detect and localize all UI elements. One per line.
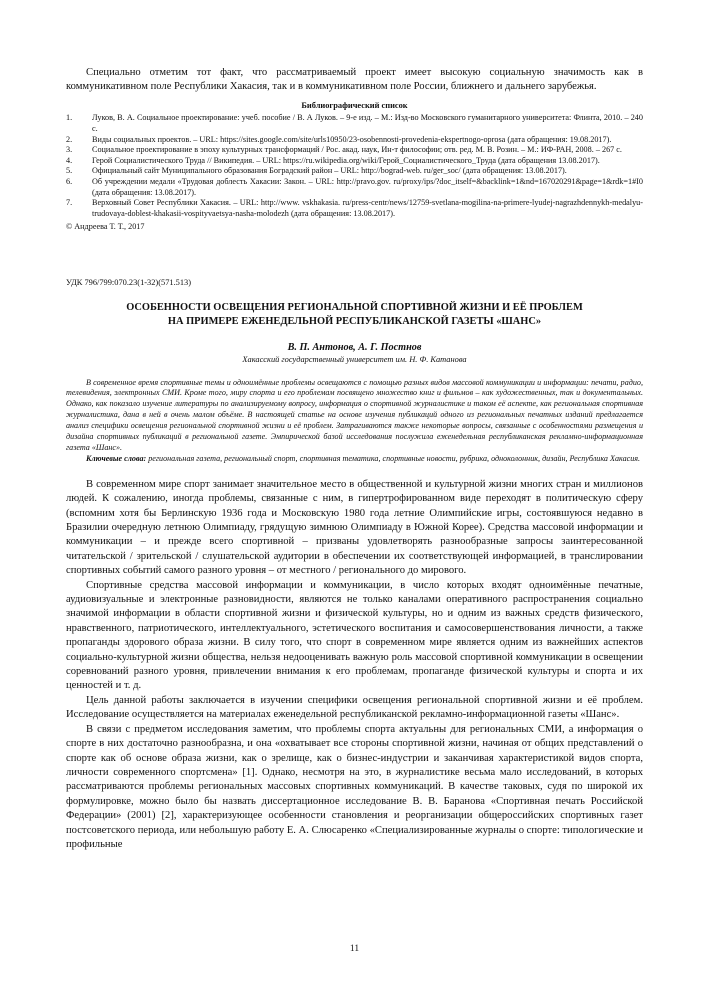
bibliography-item-number: 5.: [66, 166, 73, 176]
bibliography-item-text: Верховный Совет Республики Хакасия. – URL: http://www. vskhakasia. ru/press-centr/news/12759-svetlana-mogilina-na-primere-lyudej-nagrazhdennykh-medalyu-trudovaya-doblest-khakasii-vospityvaetsya-nasha-molodezh (дата обращения: 13.08.2017).: [92, 198, 643, 218]
bibliography-item-number: 4.: [66, 155, 73, 165]
body-paragraph: Цель данной работы заключается в изучении специфики освещения региональной спортивной жизни и её проблем. Исследование осуществляется на материалах еженедельной республиканской рекламно-информационной газеты «Шанс».: [66, 694, 643, 721]
article-title: [66, 301, 643, 328]
page-content: [66, 66, 643, 852]
body-paragraph: В современном мире спорт занимает значительное место в общественной и культурной жизни многих стран и миллионов людей. К сожалению, иногда проблемы, связанные с ним, в гипертрофированном виде переходят в политическую сферу (вспомним хотя бы Берлинскую 1936 года и Московскую 1980 года летние Олимпийские игры, состоявшуюся недавно в Бразилии очередную летнюю Олимпиаду, грядущую зимнюю Олимпиаду в Южной Корее). Средства массовой информации и коммуникации – и прежде всего спортивной – призваны удовлетворять разнообразные запросы заинтересованной читательской / зрительской / слушательской аудитории в обеспечении их соответствующей информацией, в транслировании спортивных событий самого разного уровня – от местного / регионального до мирового.: [66, 478, 643, 577]
bibliography-item: [66, 156, 643, 167]
bibliography-item-number: 1.: [66, 113, 73, 123]
article-authors: В. П. Антонов, А. Г. Постнов: [287, 341, 422, 353]
bibliography-item: [66, 145, 643, 156]
keywords-text: региональная газета, региональный спорт, спортивная тематика, спортивные новости, рубрика, одноколонник, дизайн, Республика Хакасия.: [146, 453, 641, 463]
bibliography-item: [66, 166, 643, 177]
bibliography-item: [66, 113, 643, 134]
bibliography-item: [66, 135, 643, 146]
bibliography-item-text: Луков, В. А. Социальное проектирование: учеб. пособие / В. А Луков. – 9-е изд. – М.: Изд-во Московского гуманитарного университета: Флинта, 2010. – 240 с.: [92, 113, 643, 133]
bibliography-item-text: Социальное проектирование в эпоху культурных трансформаций / Рос. акад. наук, Ин-т философии; отв. ред. М. В. Розин. – М.: ИФ-РАН, 2008. – 267 с.: [92, 145, 622, 155]
copyright-line: © Андреева Т. Т., 2017: [66, 222, 145, 232]
bibliography-title: Библиографический список: [301, 101, 408, 111]
bibliography-item-text: Официальный сайт Муниципального образования Боградский район – URL: http://bograd-web. ru/ger_soc/ (дата обращения: 13.08.2017).: [92, 166, 567, 176]
article-title-line-2: НА ПРИМЕРЕ ЕЖЕНЕДЕЛЬНОЙ РЕСПУБЛИКАНСКОЙ ГАЗЕТЫ «ШАНС»: [167, 315, 542, 327]
page-number: 11: [349, 944, 360, 954]
article-title-line-1: ОСОБЕННОСТИ ОСВЕЩЕНИЯ РЕГИОНАЛЬНОЙ СПОРТИВНОЙ ЖИЗНИ И ЕЁ ПРОБЛЕМ: [126, 302, 583, 314]
bibliography-item: [66, 198, 643, 219]
body-paragraph: Спортивные средства массовой информации и коммуникации, в число которых входят одноимённые печатные, аудиовизуальные и электронные разновидности, являются не только каналами оперативного распространения социально значимой информации в области спортивной жизни и физической культуры, но и одним из важных средств физического, нравственного, патриотического, интеллектуального, эстетического воспитания и самосовершенствования личности, а также пропаганды здорового образа жизни. В силу того, что спорт в современном мире является одним из важнейших аспектов социально-культурной жизни общества, нельзя недооценивать важную роль массовой спортивной коммуникации в освещении соревнований разного уровня, привлечении внимания к его проблемам, пропаганде физической культуры и спорта и их ценностей и т. д.: [66, 579, 643, 692]
bibliography-item-text: Об учреждении медали «Трудовая доблесть Хакасии: Закон. – URL: http://pravo.gov. ru/proxy/ips/?doc_itself=&backlink=1&nd=167020291&page=1&rdk=1#I0 (дата обращения: 13.08.2017).: [92, 176, 643, 197]
author-affiliation: Хакасский государственный университет им. Н. Ф. Катанова: [242, 354, 467, 364]
udk-code: УДК 796/799:070.23(1-32)(571.513): [66, 278, 192, 288]
bibliography-item-number: 2.: [66, 134, 73, 144]
bibliography-item-number: 6.: [66, 176, 73, 186]
keywords-label: Ключевые слова:: [86, 453, 147, 463]
bibliography-item: [66, 177, 643, 198]
bibliography-item-text: Виды социальных проектов. – URL: https://sites.google.com/site/urls10950/23-osobennosti-provedenia-ekspertnogo-oprosa (дата обращения: 19.08.2017).: [92, 134, 612, 144]
article-keywords: [66, 454, 643, 465]
article-abstract: В современное время спортивные темы и одноимённые проблемы освещаются с помощью разных видов массовой коммуникации и информации: печати, радио, телевидения, электронных СМИ. Кроме того, миру спорта и его проблемам посвящено множество книг и фильмов – как художественных, так и документальных. Однако, как показало изучение литературы по анализируемому вопросу, информация о спортивной журналистике и таком её аспекте, как региональная спортивная журналистика, дана в ней в очень малом объёме. В настоящей статье на основе изучения публикаций одного из региональных печатных изданий предлагается анализ специфики освещения региональной спортивной жизни и её проблем. Затрагиваются также некоторые вопросы, связанные с особенностями размещения и дизайна спортивных публикаций в региональной газете. Эмпирической базой исследования послужила еженедельная республиканская рекламно-информационная газета «Шанс».: [66, 377, 643, 452]
bibliography-list: [66, 113, 643, 219]
bibliography-item-number: 7.: [66, 198, 73, 208]
bibliography-item-text: Герой Социалистического Труда // Википедия. – URL: https://ru.wikipedia.org/wiki/Герой_Социалистического_Труда (дата обращения 13.08.2017).: [92, 155, 600, 165]
intro-paragraph: Специально отметим тот факт, что рассматриваемый проект имеет высокую социальную значимость как в коммуникативном поле Республики Хакасия, так и в коммуникативном поле России, ближнего и дальнего зарубежья.: [66, 67, 643, 93]
body-paragraph: В связи с предметом исследования заметим, что проблемы спорта актуальны для региональных СМИ, а информация о спорте в них достаточно разнообразна, и она «охватывает все стороны спортивной жизни, начиная от общих представлений о спорте как об основе образа жизни, как о зрелище, как о бизнес-индустрии и заканчивая характеристикой видов спорта, личности современного спортсмена» [1]. Однако, несмотря на это, в журналистике весьма мало исследований, в которых рассматриваются проблемы региональных массовых спортивных коммуникаций. В качестве таковых, судя по широкой их формулировке, можно было бы назвать диссертационное исследование В. В. Баранова «Спортивная печать Российской Федерации» (2001) [2], характеризующее особенности становления и реорганизации общероссийских спортивных газет постсоветского периода, или небольшую работу Е. А. Слюсаренко «Специализированные журналы о спорте: типологические и профильные: [66, 723, 643, 850]
bibliography-item-number: 3.: [66, 145, 73, 155]
article-body: [66, 478, 643, 853]
